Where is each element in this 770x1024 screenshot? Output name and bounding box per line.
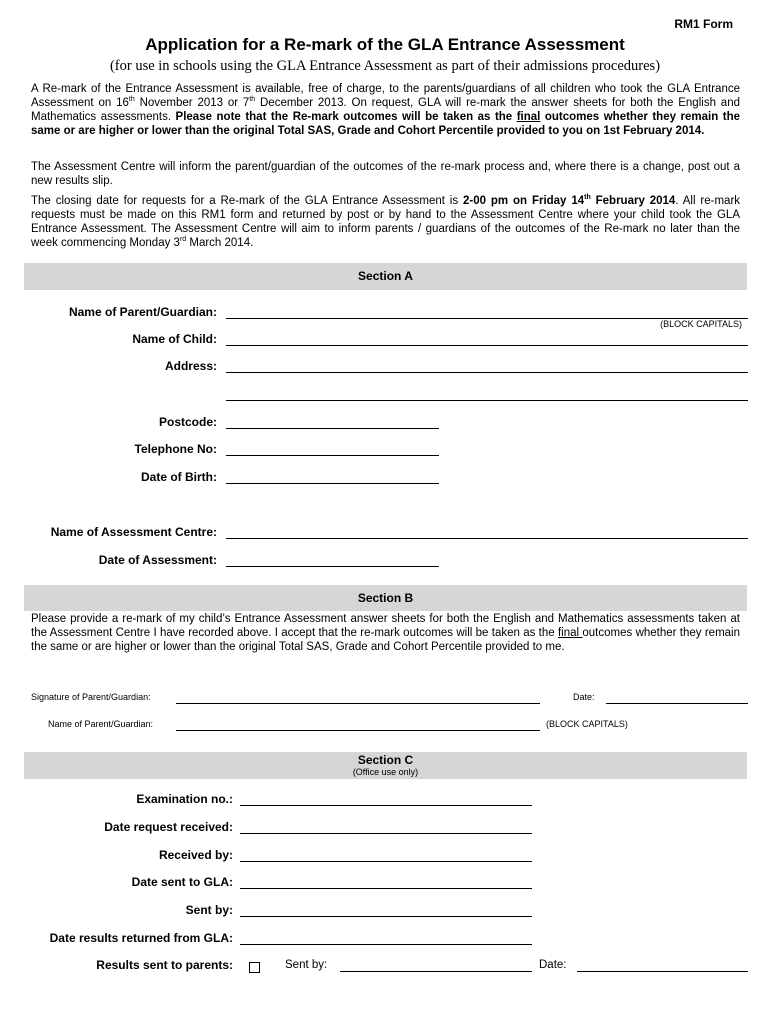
- intro-paragraph-3: The closing date for requests for a Re-mark of the GLA Entrance Assessment is 2-00 pm on Friday 14th February 2014. All re-mark requests must be made on this RM1 form and returned by post or by hand to the Assessment Centre where your child took the GLA Entrance Assessment. The Assessment Centre will aim to inform parents / guardians of the outcomes of the Re-mark no later than the week commencing Monday 3rd March 2014.: [31, 194, 741, 249]
- date-of-birth-field[interactable]: [226, 483, 439, 484]
- section-b-heading: Section B: [24, 585, 747, 611]
- date-returned-label: Date results returned from GLA:: [49, 931, 233, 945]
- results-sent-checkbox[interactable]: [249, 962, 260, 973]
- date-sent-field[interactable]: [240, 888, 532, 889]
- signature-field[interactable]: [176, 703, 540, 704]
- assessment-date-label: Date of Assessment:: [98, 553, 217, 567]
- results-sent-label: Results sent to parents:: [96, 958, 233, 972]
- postcode-field[interactable]: [226, 428, 439, 429]
- signature-date-label: Date:: [573, 692, 595, 702]
- address-field-line-1[interactable]: [226, 372, 748, 373]
- date-received-label: Date request received:: [104, 820, 233, 834]
- declaration-block-capitals-note: (BLOCK CAPITALS): [546, 719, 628, 729]
- assessment-centre-label: Name of Assessment Centre:: [50, 525, 217, 539]
- date-sent-label: Date sent to GLA:: [131, 875, 233, 889]
- exam-no-field[interactable]: [240, 805, 532, 806]
- section-c-heading: [24, 752, 747, 779]
- page-subtitle: (for use in schools using the GLA Entrance Assessment as part of their admissions procedures): [109, 58, 661, 74]
- telephone-label: Telephone No:: [134, 442, 217, 456]
- exam-no-label: Examination no.:: [136, 792, 233, 806]
- date-of-birth-label: Date of Birth:: [141, 470, 217, 484]
- assessment-centre-field[interactable]: [226, 538, 748, 539]
- results-sent-by-label: Sent by:: [285, 959, 328, 971]
- signature-label: Signature of Parent/Guardian:: [31, 692, 151, 702]
- telephone-field[interactable]: [226, 455, 439, 456]
- sent-by-label: Sent by:: [185, 903, 233, 917]
- intro-paragraph-2: The Assessment Centre will inform the parent/guardian of the outcomes of the re-mark process and, where there is a change, post out a new results slip.: [31, 161, 740, 187]
- section-a-heading: Section A: [24, 263, 747, 290]
- results-sent-by-field[interactable]: [340, 971, 532, 972]
- section-c-title: Section C: [357, 753, 414, 767]
- child-name-field[interactable]: [226, 345, 748, 346]
- section-b-declaration: Please provide a re-mark of my child’s Entrance Assessment answer sheets for both the English and Mathematics assessments taken at the Assessment Centre I have recorded above. I accept that the re-mark outcomes will be taken as the final outcomes whether they remain the same or are higher or lower than the original Total SAS, Grade and Cohort Percentile provided to me.: [31, 613, 740, 653]
- assessment-date-field[interactable]: [226, 566, 439, 567]
- address-field-line-2[interactable]: [226, 400, 748, 401]
- received-by-field[interactable]: [240, 861, 532, 862]
- date-returned-field[interactable]: [240, 944, 532, 945]
- declaration-name-field[interactable]: [176, 730, 540, 731]
- parent-name-label: Name of Parent/Guardian:: [68, 305, 217, 319]
- section-c-subtitle: (Office use only): [352, 767, 419, 777]
- sent-by-field[interactable]: [240, 916, 532, 917]
- postcode-label: Postcode:: [158, 415, 217, 429]
- signature-date-field[interactable]: [606, 703, 748, 704]
- declaration-name-label: Name of Parent/Guardian:: [48, 719, 154, 729]
- block-capitals-note: (BLOCK CAPITALS): [660, 319, 742, 329]
- address-label: Address:: [164, 359, 217, 373]
- form-id: RM1 Form: [674, 17, 733, 31]
- date-received-field[interactable]: [240, 833, 532, 834]
- page-title: Application for a Re-mark of the GLA Entrance Assessment: [145, 35, 625, 54]
- intro-paragraph-1: A Re-mark of the Entrance Assessment is available, free of charge, to the parents/guardians of all children who took the GLA Entrance Assessment on 16th November 2013 or 7th December 2013. On request, GLA will re-mark the answer sheets for both the English and Mathematics assessments. Please note that the Re-mark outcomes will be taken as the final outcomes whether they remain the same or are higher or lower than the original Total SAS, Grade and Cohort Percentile provided to you on 1st February 2014.: [31, 83, 740, 137]
- child-name-label: Name of Child:: [132, 332, 217, 346]
- results-sent-date-label: Date:: [539, 959, 567, 971]
- received-by-label: Received by:: [158, 848, 233, 862]
- results-sent-date-field[interactable]: [577, 971, 748, 972]
